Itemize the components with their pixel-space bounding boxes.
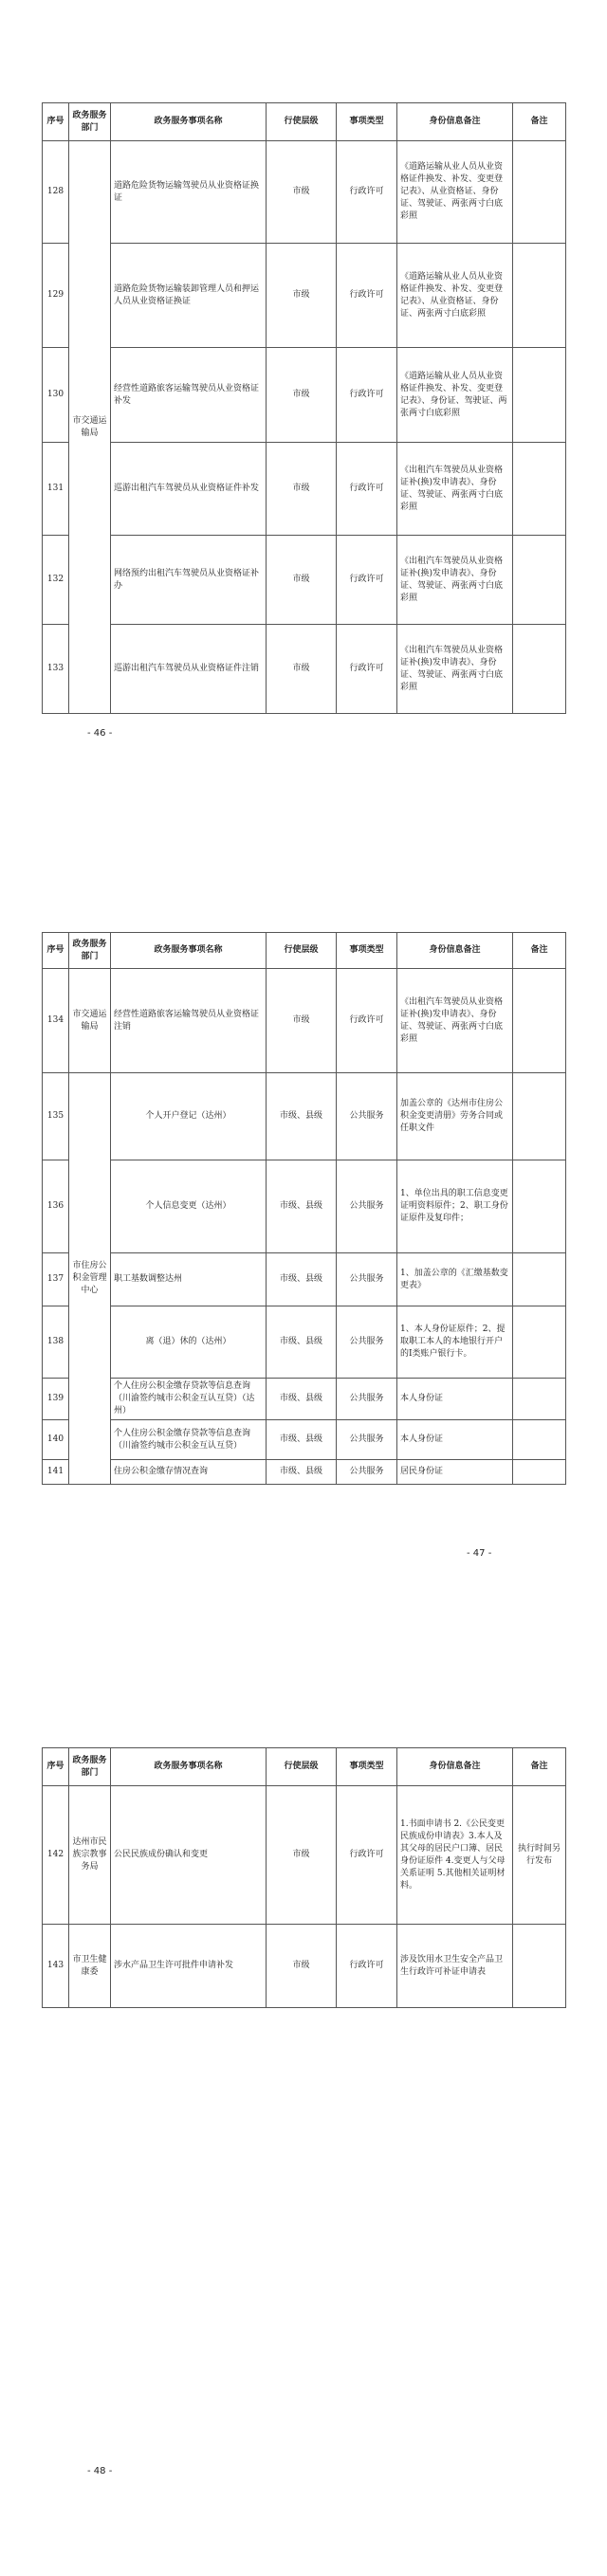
row-name: 经营性道路旅客运输驾驶员从业资格证补发: [111, 348, 267, 443]
row-note: [513, 969, 566, 1073]
row-level: 市级: [267, 625, 337, 714]
header-name: 政务服务事项名称: [111, 103, 267, 141]
row-dept: 市交通运输局: [69, 969, 111, 1073]
header-level: 行使层级: [267, 933, 337, 969]
row-id: 涉及饮用水卫生安全产品卫生行政许可补证申请表: [397, 1925, 513, 2008]
table-row: [43, 1253, 566, 1306]
row-type: 行政许可: [337, 1925, 397, 2008]
row-no: 141: [43, 1460, 69, 1485]
row-level: 市级、县级: [267, 1460, 337, 1485]
row-id: 加盖公章的《达州市住房公积金变更清册》劳务合同或任职文件: [397, 1073, 513, 1160]
row-level: 市级、县级: [267, 1379, 337, 1420]
row-type: 公共服务: [337, 1160, 397, 1253]
row-type: 行政许可: [337, 625, 397, 714]
row-id: 《道路运输从业人员从业资格证件换发、补发、变更登记表》、从业资格证、身份证、驾驶证、两张两寸白底彩照: [397, 141, 513, 244]
row-no: 136: [43, 1160, 69, 1253]
row-level: 市级: [267, 536, 337, 625]
row-name: 涉水产品卫生许可批件申请补发: [111, 1925, 267, 2008]
header-id: 身份信息备注: [397, 1748, 513, 1786]
table-row: [43, 1460, 566, 1485]
row-level: 市级: [267, 1925, 337, 2008]
row-type: 公共服务: [337, 1379, 397, 1420]
row-name: 个人住房公积金缴存贷款等信息查询（川渝签约城市公积金互认互贷）: [111, 1420, 267, 1460]
row-no: 134: [43, 969, 69, 1073]
row-level: 市级、县级: [267, 1160, 337, 1253]
row-note: [513, 1253, 566, 1306]
row-type: 行政许可: [337, 141, 397, 244]
table-row: [43, 1073, 566, 1160]
row-note: [513, 141, 566, 244]
table-row: [43, 443, 566, 536]
row-id: 居民身份证: [397, 1460, 513, 1485]
row-type: 公共服务: [337, 1460, 397, 1485]
row-no: 131: [43, 443, 69, 536]
row-note: 执行时间另行发布: [513, 1786, 566, 1925]
row-note: [513, 1379, 566, 1420]
header-id: 身份信息备注: [397, 933, 513, 969]
header-type: 事项类型: [337, 933, 397, 969]
header-note: 备注: [513, 103, 566, 141]
row-note: [513, 536, 566, 625]
table-row: [43, 1379, 566, 1420]
row-id: 本人身份证: [397, 1420, 513, 1460]
row-no: 130: [43, 348, 69, 443]
row-name: 个人开户登记（达州）: [111, 1073, 267, 1160]
row-id: 《出租汽车驾驶员从业资格证补(换)发申请表》、身份证、驾驶证、两张两寸白底彩照: [397, 536, 513, 625]
header-name: 政务服务事项名称: [111, 933, 267, 969]
row-id: 《出租汽车驾驶员从业资格证补(换)发申请表》、身份证、驾驶证、两张两寸白底彩照: [397, 625, 513, 714]
row-note: [513, 1420, 566, 1460]
row-level: 市级、县级: [267, 1073, 337, 1160]
row-note: [513, 443, 566, 536]
row-type: 行政许可: [337, 348, 397, 443]
row-note: [513, 625, 566, 714]
row-name: 网络预约出租汽车驾驶员从业资格证补办: [111, 536, 267, 625]
row-note: [513, 1073, 566, 1160]
row-type: 行政许可: [337, 443, 397, 536]
table-row: [43, 1420, 566, 1460]
header-name: 政务服务事项名称: [111, 1748, 267, 1786]
row-type: 行政许可: [337, 1786, 397, 1925]
row-note: [513, 1925, 566, 2008]
header-id: 身份信息备注: [397, 103, 513, 141]
table-row: [43, 244, 566, 348]
row-no: 132: [43, 536, 69, 625]
row-level: 市级、县级: [267, 1420, 337, 1460]
table-row: [43, 1306, 566, 1379]
header-level: 行使层级: [267, 103, 337, 141]
row-note: [513, 244, 566, 348]
header-dept: 政务服务部门: [69, 103, 111, 141]
row-note: [513, 348, 566, 443]
row-name: 个人信息变更（达州）: [111, 1160, 267, 1253]
row-level: 市级: [267, 969, 337, 1073]
row-note: [513, 1460, 566, 1485]
row-name: 道路危险货物运输驾驶员从业资格证换证: [111, 141, 267, 244]
row-dept: 达州市民族宗教事务局: [69, 1786, 111, 1925]
table-row: [43, 1786, 566, 1925]
row-name: 经营性道路旅客运输驾驶员从业资格证注销: [111, 969, 267, 1073]
row-id: 《出租汽车驾驶员从业资格证补(换)发申请表》、身份证、驾驶证、两张两寸白底彩照: [397, 969, 513, 1073]
row-id: 1、单位出具的职工信息变更证明资料原件；2、职工身份证原件及复印件；: [397, 1160, 513, 1253]
row-name: 个人住房公积金缴存贷款等信息查询（川渝签约城市公积金互认互贷）（达州）: [111, 1379, 267, 1420]
row-no: 128: [43, 141, 69, 244]
table-row: [43, 625, 566, 714]
header-type: 事项类型: [337, 103, 397, 141]
header-note: 备注: [513, 933, 566, 969]
row-type: 行政许可: [337, 244, 397, 348]
row-dept: 市住房公积金管理中心: [69, 1073, 111, 1485]
table-row: [43, 969, 566, 1073]
row-id: 《道路运输从业人员从业资格证件换发、补发、变更登记表》、身份证、驾驶证、两张两寸白底彩照: [397, 348, 513, 443]
page-number: - 47 -: [467, 1548, 492, 1559]
page-number: - 46 -: [87, 728, 113, 739]
row-name: 住房公积金缴存情况查询: [111, 1460, 267, 1485]
page-48: [42, 1747, 565, 2008]
row-name: 公民民族成份确认和变更: [111, 1786, 267, 1925]
page-47: [42, 932, 565, 1485]
row-level: 市级、县级: [267, 1253, 337, 1306]
row-id: 《出租汽车驾驶员从业资格证补(换)发申请表》、身份证、驾驶证、两张两寸白底彩照: [397, 443, 513, 536]
table-row: [43, 141, 566, 244]
header-dept: 政务服务部门: [69, 933, 111, 969]
row-no: 133: [43, 625, 69, 714]
row-level: 市级: [267, 1786, 337, 1925]
row-name: 道路危险货物运输装卸管理人员和押运人员从业资格证换证: [111, 244, 267, 348]
row-id: 1.书面申请书 2.《公民变更民族成份申请表》3.本人及其父母的居民户口簿、居民身份证原件 4.变更人与父母关系证明 5.其他相关证明材料。: [397, 1786, 513, 1925]
row-type: 公共服务: [337, 1253, 397, 1306]
row-id: 1、本人身份证原件；2、提取职工本人的本地银行开户的I类账户银行卡。: [397, 1306, 513, 1379]
row-note: [513, 1306, 566, 1379]
table-row: [43, 1160, 566, 1253]
row-id: 本人身份证: [397, 1379, 513, 1420]
row-dept: 市交通运输局: [69, 141, 111, 714]
row-level: 市级: [267, 141, 337, 244]
row-level: 市级: [267, 244, 337, 348]
row-name: 巡游出租汽车驾驶员从业资格证件补发: [111, 443, 267, 536]
row-level: 市级、县级: [267, 1306, 337, 1379]
row-name: 职工基数调整达州: [111, 1253, 267, 1306]
row-note: [513, 1160, 566, 1253]
service-table: [42, 932, 566, 1485]
header-no: 序号: [43, 933, 69, 969]
row-level: 市级: [267, 443, 337, 536]
table-row: [43, 536, 566, 625]
row-id: 《道路运输从业人员从业资格证件换发、补发、变更登记表》、从业资格证、身份证、两张两寸白底彩照: [397, 244, 513, 348]
row-dept: 市卫生健康委: [69, 1925, 111, 2008]
row-no: 137: [43, 1253, 69, 1306]
header-no: 序号: [43, 1748, 69, 1786]
row-no: 142: [43, 1786, 69, 1925]
row-no: 135: [43, 1073, 69, 1160]
row-name: 巡游出租汽车驾驶员从业资格证件注销: [111, 625, 267, 714]
service-table: [42, 102, 566, 714]
row-type: 公共服务: [337, 1420, 397, 1460]
page-number: - 48 -: [87, 2466, 113, 2476]
page-46: [42, 102, 565, 714]
header-note: 备注: [513, 1748, 566, 1786]
table-row: [43, 1925, 566, 2008]
header-level: 行使层级: [267, 1748, 337, 1786]
service-table: [42, 1747, 566, 2008]
row-type: 行政许可: [337, 969, 397, 1073]
row-name: 离（退）休的（达州）: [111, 1306, 267, 1379]
row-type: 公共服务: [337, 1306, 397, 1379]
header-no: 序号: [43, 103, 69, 141]
row-no: 143: [43, 1925, 69, 2008]
table-row: [43, 348, 566, 443]
row-level: 市级: [267, 348, 337, 443]
header-type: 事项类型: [337, 1748, 397, 1786]
row-type: 行政许可: [337, 536, 397, 625]
row-no: 138: [43, 1306, 69, 1379]
header-dept: 政务服务部门: [69, 1748, 111, 1786]
row-no: 140: [43, 1420, 69, 1460]
row-no: 139: [43, 1379, 69, 1420]
row-no: 129: [43, 244, 69, 348]
row-type: 公共服务: [337, 1073, 397, 1160]
row-id: 1、加盖公章的《汇缴基数变更表》: [397, 1253, 513, 1306]
